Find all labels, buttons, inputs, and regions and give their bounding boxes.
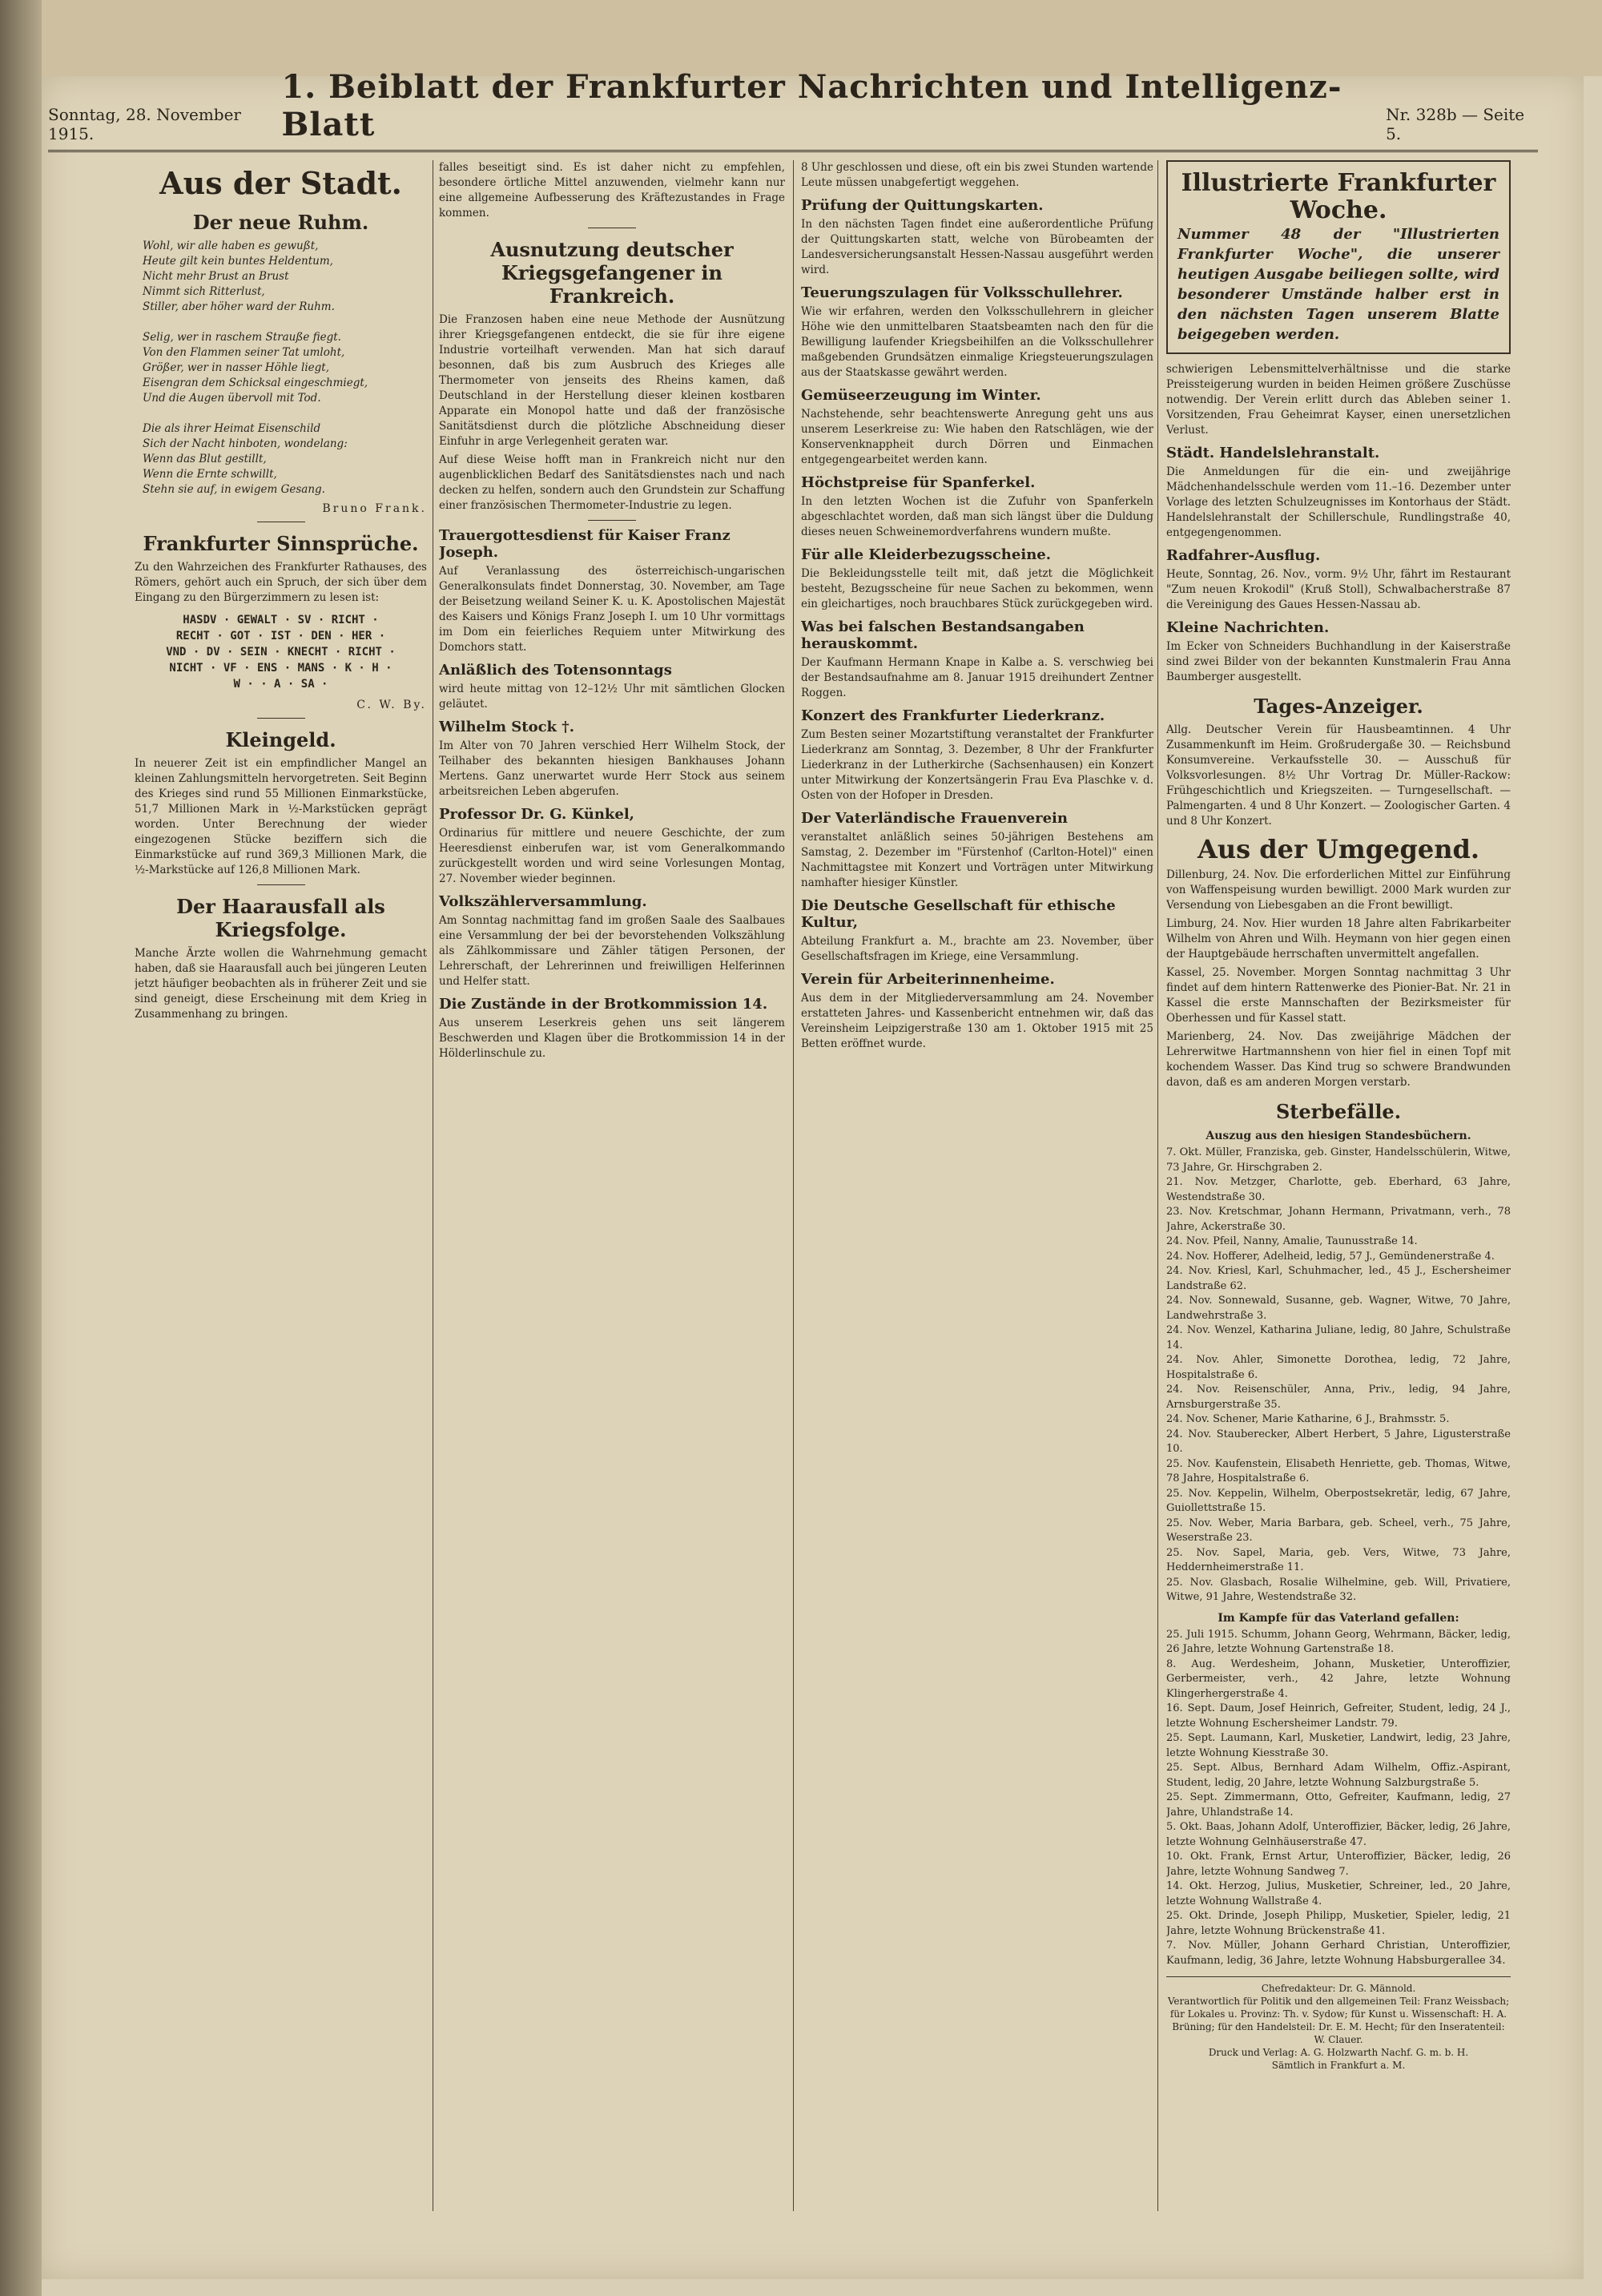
fallen-list xyxy=(1166,1628,1511,1969)
imprint: Chefredakteur: Dr. G. Männold. Verantwortlich für Politik und den allgemeinen Teil: Franz Weissbach; für Lokales u. Provinz: Th. v. Sydow; für Kunst u. Wissenschaft: H. A. Brüning; für den Handelsteil: Dr. E. M. Hecht; für den Inseratenteil: W. Clauer. Druck und Verlag: A. G. Holzwarth Nachf. G. m. b. H. Sämtlich in Frankfurt a. M. xyxy=(1166,1976,1511,2072)
list-item: 25. Juli 1915. Schumm, Johann Georg, Wehrmann, Bäcker, ledig, 26 Jahre, letzte Wohnung Gartenstraße 18. xyxy=(1166,1628,1511,1655)
list-item: 25. Nov. Keppelin, Wilhelm, Oberpostsekretär, ledig, 67 Jahre, Guiollettstraße 15. xyxy=(1166,1487,1511,1514)
article-title: Städt. Handelslehranstalt. xyxy=(1166,445,1380,461)
article-text: Die Bekleidungsstelle teilt mit, daß jetzt die Möglichkeit besteht, Bezugsscheine für neue Sachen zu bekommen, wenn ein gleichartiges, noch brauchbares Stück zurückgegeben wird. xyxy=(801,567,1153,610)
article-text: Abteilung Frankfurt a. M., brachte am 23. November, über Gesellschaftsfragen im Kriege, eine Versammlung. xyxy=(801,935,1153,963)
article-text: Der Kaufmann Hermann Knape in Kalbe a. S. verschwieg bei der Bestandsaufnahme am 8. Januar 1915 dreihundert Zentner Roggen. xyxy=(801,656,1153,699)
article-title: Verein für Arbeiterinnenheime. xyxy=(801,971,1055,988)
article-text: Aus unserem Leserkreis gehen uns seit längerem Beschwerden und Klagen über die Brotkommission 14 in der Hölderlinschule zu. xyxy=(439,1017,785,1060)
list-item: 24. Nov. Hofferer, Adelheid, ledig, 57 J., Gemündenerstraße 4. xyxy=(1166,1250,1495,1263)
list-item: 8. Aug. Werdesheim, Johann, Musketier, Unteroffizier, Gerbermeister, verh., 42 Jahre, letzte Wohnung Klingerhergerstraße 4. xyxy=(1166,1658,1511,1700)
article-text: Im Ecker von Schneiders Buchhandlung in der Kaiserstraße sind zwei Bilder von der bekannten Kunstmalerin Frau Anna Baumberger ausgestellt. xyxy=(1166,640,1511,683)
list-item: 23. Nov. Kretschmar, Johann Hermann, Privatmann, verh., 78 Jahre, Ackerstraße 30. xyxy=(1166,1206,1511,1233)
article-title: Anläßlich des Totensonntags xyxy=(439,662,672,679)
article-title: Höchstpreise für Spanferkel. xyxy=(801,474,1036,491)
masthead xyxy=(48,68,1538,152)
article-title: Die Deutsche Gesellschaft für ethische Kultur, xyxy=(801,897,1116,931)
column-2 xyxy=(439,160,785,2227)
list-item: 25. Okt. Drinde, Joseph Philipp, Musketier, Spieler, ledig, 21 Jahre, letzte Wohnung Brückenstraße 41. xyxy=(1166,1910,1511,1937)
list-item: 25. Nov. Sapel, Maria, geb. Vers, Witwe, 73 Jahre, Heddernheimerstraße 11. xyxy=(1166,1546,1511,1573)
article-title: Für alle Kleiderbezugsscheine. xyxy=(801,546,1051,563)
article-title: Teuerungszulagen für Volksschullehrer. xyxy=(801,284,1123,301)
article-text: Zum Besten seiner Mozartstiftung veranstaltet der Frankfurter Liederkranz am Sonntag, 3. Dezember, 8 Uhr der Frankfurter Liederkranz in der Lutherkirche (Sachsenhausen) ein Konzert unter Mitwirkung der Konzertsängerin Frau Eva Plaschke v. d. Osten von der Hofoper in Dresden. xyxy=(801,728,1153,802)
list-item: 25. Sept. Albus, Bernhard Adam Wilhelm, Offiz.-Aspirant, Student, ledig, 20 Jahre, letzte Wohnung Salzburgstraße 5. xyxy=(1166,1762,1511,1789)
article-title: Tages-Anzeiger. xyxy=(1254,695,1423,718)
masthead-date: Sonntag, 28. November 1915. xyxy=(48,105,241,143)
article-subtitle: Im Kampfe für das Vaterland gefallen: xyxy=(1218,1611,1459,1625)
list-item: 24. Nov. Sonnewald, Susanne, geb. Wagner, Witwe, 70 Jahre, Landwehrstraße 3. xyxy=(1166,1295,1511,1322)
article-text: Manche Ärzte wollen die Wahrnehmung gemacht haben, daß sie Haarausfall auch bei jüngeren Leuten jetzt häufiger beobachten als in früherer Zeit und sie sind geneigt, diese Erscheinung mit dem Krieg in Zusammenhang zu bringen. xyxy=(135,947,427,1021)
column-3 xyxy=(801,160,1153,2227)
binding-edge xyxy=(0,0,42,2296)
article-text: wird heute mittag von 12–12½ Uhr mit sämtlichen Glocken geläutet. xyxy=(439,683,785,711)
divider xyxy=(588,520,636,521)
article-title: Sterbefälle. xyxy=(1275,1100,1402,1123)
list-item: 25. Nov. Kaufenstein, Elisabeth Henriette, geb. Thomas, Witwe, 78 Jahre, Hospitalstraße 6. xyxy=(1166,1457,1511,1484)
article-text: veranstaltet anläßlich seines 50-jährigen Bestehens am Samstag, 2. Dezember im "Fürstenhof (Carlton-Hotel)" einen Nachmittagstee mit Konzert und Vorträgen unter Mitwirkung namhafter hiesiger Künstler. xyxy=(801,831,1153,889)
article-title: Der Haarausfall als Kriegsfolge. xyxy=(176,895,385,941)
article-title: Gemüseerzeugung im Winter. xyxy=(801,387,1041,404)
article-text: Zu den Wahrzeichen des Frankfurter Rathauses, des Römers, gehört auch ein Spruch, der sich über dem Eingang zu den Bürgerzimmern zu lesen ist: xyxy=(135,561,427,604)
list-item: 25. Nov. Weber, Maria Barbara, geb. Scheel, verh., 75 Jahre, Weserstraße 23. xyxy=(1166,1517,1511,1544)
article-text: Dillenburg, 24. Nov. Die erforderlichen Mittel zur Einführung von Waffenspeisung wurden bewilligt. 2000 Mark wurden zur Versendung von Liebesgaben an die Front bewilligt. xyxy=(1166,868,1511,912)
article-text: falles beseitigt sind. Es ist daher nicht zu empfehlen, besondere örtliche Mittel anzuwenden, vielmehr kann nur eine allgemeine Aufbesserung des Kräftezustandes in Frage kommen. xyxy=(439,161,785,220)
article-title: Professor Dr. G. Künkel, xyxy=(439,806,634,823)
column-rule xyxy=(793,160,794,2211)
article-text: In neuerer Zeit ist ein empfindlicher Mangel an kleinen Zahlungsmitteln hervorgetreten. Seit Beginn des Krieges sind rund 55 Millionen Einmarkstücke, 51,7 Millionen Mark in ½-Markstücken geprägt worden. Unter Berechnung der wieder eingezogenen Stücke beziffern sich die Einmarkstücke auf rund 369,3 Millionen Mark, die ½-Markstücke auf 126,8 Millionen Mark. xyxy=(135,757,427,876)
list-item: 10. Okt. Frank, Ernst Artur, Unteroffizier, Bäcker, ledig, 26 Jahre, letzte Wohnung Sandweg 7. xyxy=(1166,1851,1511,1878)
notice-box xyxy=(1166,160,1511,354)
poem-text: Wohl, wir alle haben es gewußt, Heute gilt kein buntes Heldentum, Nicht mehr Brust an Brust Nimmt sich Ritterlust, Stiller, aber höher ward der Ruhm. Selig, wer in raschem Strauße fiegt. Von den Flammen seiner Tat umloht, Größer, wer in nasser Höhle liegt, Eisengran dem Schicksal eingeschmiegt, Und die Augen übervoll mit Tod. Die als ihrer Heimat Eisenschild Sich der Nacht hinboten, wondelang: Wenn das Blut gestillt, Wenn die Ernte schwillt, Stehn sie auf, in ewigem Gesang. xyxy=(143,240,368,496)
notice-title: Illustrierte Frankfurter Woche. xyxy=(1181,169,1496,224)
article-text: Aus dem in der Mitgliederversammlung am 24. November erstatteten Jahres- und Kassenbericht entnehmen wir, daß das Vereinsheim Leipzigerstraße 130 am 1. Oktober 1915 mit 25 Betten eröffnet wurde. xyxy=(801,992,1153,1050)
list-item: 25. Nov. Glasbach, Rosalie Wilhelmine, geb. Will, Privatiere, Witwe, 91 Jahre, Westendstraße 32. xyxy=(1166,1576,1511,1603)
list-item: 7. Nov. Müller, Johann Gerhard Christian, Unteroffizier, Kaufmann, ledig, 36 Jahre, letzte Wohnung Habsburgerallee 34. xyxy=(1166,1940,1511,1967)
deaths-list xyxy=(1166,1146,1511,1605)
article-title: Prüfung der Quittungskarten. xyxy=(801,197,1044,214)
article-text: In den letzten Wochen ist die Zufuhr von Spanferkeln abgeschlachtet worden, daß man sich längst über die Duldung dieses neuen Schweinemordverfahrens wundern mußte. xyxy=(801,495,1153,538)
divider xyxy=(257,884,305,885)
article-title: Der Vaterländische Frauenverein xyxy=(801,810,1068,827)
article-text: Wie wir erfahren, werden den Volksschullehrern in gleicher Höhe wie den unmittelbaren Staatsbeamten nach den für die Bewilligung laufender Kriegsbeihilfen an die Volksschullehrer maßgebenden Grundsätzen einmalige Kriegsteuerungszulagen aus der Staatskasse gewährt werden. xyxy=(801,305,1153,379)
article-subtitle: Auszug aus den hiesigen Standesbüchern. xyxy=(1206,1130,1471,1142)
article-title: Kleingeld. xyxy=(225,728,336,751)
article-text: Ordinarius für mittlere und neuere Geschichte, der zum Heeresdienst einberufen war, ist vom Generalkommando zurückgestellt worden und wird seine Vorlesungen Montag, 27. November wieder beginnen. xyxy=(439,827,785,885)
article-text: Heute, Sonntag, 26. Nov., vorm. 9½ Uhr, fährt im Restaurant "Zum neuen Krokodil" (Kruß Stoll), Schwalbacherstraße 87 die Vereinigung des Gaues Hessen-Nassau ab. xyxy=(1166,568,1511,611)
article-text: Die Anmeldungen für die ein- und zweijährige Mädchenhandelsschule werden vom 11.–16. Dezember unter Vorlage des letzten Schulzeugnisses im Kontorhaus der Städt. Handelslehranstalt der Schillerschule, Rundlingstraße 40, entgegengenommen. xyxy=(1166,465,1511,539)
column-rule xyxy=(1157,160,1158,2211)
article-title: Radfahrer-Ausflug. xyxy=(1166,547,1321,564)
list-item: 7. Okt. Müller, Franziska, geb. Ginster, Handelsschülerin, Witwe, 73 Jahre, Gr. Hirschgraben 2. xyxy=(1166,1146,1511,1174)
article-text: Kassel, 25. November. Morgen Sonntag nachmittag 3 Uhr findet auf dem hintern Rattenwerke des Pionier-Bat. Nr. 21 in Kassel die erste Mannschaften der Bezirksmeister für Oberhessen und für Kassel statt. xyxy=(1166,966,1511,1025)
list-item: 24. Nov. Kriesl, Karl, Schuhmacher, led., 45 J., Eschersheimer Landstraße 62. xyxy=(1166,1265,1511,1292)
article-title: Was bei falschen Bestandsangaben herauskommt. xyxy=(801,618,1085,652)
article-text: Allg. Deutscher Verein für Hausbeamtinnen. 4 Uhr Zusammenkunft im Heim. Großrudergaße 30. — Reichsbund Konsumvereine. Verkaufsstelle 30. — Ausschuß für Volksvorlesungen. 8½ Uhr Vortrag Dr. Müller-Rackow: Frühgeschichtlich und Kriegszeiten. — Turngesellschaft. — Palmengarten. 4 und 8 Uhr Konzert. — Zoologischer Garten. 4 und 8 Uhr Konzert. xyxy=(1166,723,1511,828)
notice-text: Nummer 48 der "Illustrierten Frankfurter Woche", die unserer heutigen Ausgabe beiliegen sollte, wird besonderer Umstände halber erst in den nächsten Tagen unserem Blatte beigegeben werden. xyxy=(1177,226,1499,343)
divider xyxy=(257,718,305,719)
masthead-title: 1. Beiblatt der Frankfurter Nachrichten und Intelligenz-Blatt xyxy=(281,68,1342,143)
article-title: Ausnutzung deutscher Kriegsgefangener in Frankreich. xyxy=(490,238,734,308)
article-text: Auf Veranlassung des österreichisch-ungarischen Generalkonsulats findet Donnerstag, 30. November, am Tage der Beisetzung weiland Seiner K. u. K. Apostolischen Majestät des Kaisers und Königs Franz Joseph I. um 10 Uhr vormittags im Dom ein feierliches Requiem unter Mitwirkung des Domchors statt. xyxy=(439,565,785,654)
article-text: Marienberg, 24. Nov. Das zweijährige Mädchen der Lehrerwitwe Hartmannshenn von hier fiel in einen Topf mit kochendem Wasser. Das Kind trug so schwere Brandwunden davon, daß es am anderen Morgen verstarb. xyxy=(1166,1030,1511,1089)
list-item: 14. Okt. Herzog, Julius, Musketier, Schreiner, led., 20 Jahre, letzte Wohnung Wallstraße 4. xyxy=(1166,1880,1511,1907)
article-text: schwierigen Lebensmittelverhältnisse und die starke Preissteigerung wurden in beiden Heimen größere Zuschüsse notwendig. Der Verein erlitt durch das Ableben seiner 1. Vorsitzenden, Frau Geheimrat Kayser, einen unersetzlichen Verlust. xyxy=(1166,363,1511,437)
list-item: 21. Nov. Metzger, Charlotte, geb. Eberhard, 63 Jahre, Westendstraße 30. xyxy=(1166,1176,1511,1203)
article-title: Kleine Nachrichten. xyxy=(1166,619,1330,636)
article-title: Konzert des Frankfurter Liederkranz. xyxy=(801,707,1105,724)
list-item: 24. Nov. Ahler, Simonette Dorothea, ledig, 72 Jahre, Hospitalstraße 6. xyxy=(1166,1354,1511,1381)
article-text: In den nächsten Tagen findet eine außerordentliche Prüfung der Quittungskarten statt, welche von Bürobeamten der Landesversicherungsanstalt Hessen-Nassau ausgeführt werden wird. xyxy=(801,218,1153,276)
column-4 xyxy=(1166,160,1511,2227)
masthead-number: Nr. 328b — Seite 5. xyxy=(1386,105,1525,143)
article-text: Auf diese Weise hofft man in Frankreich nicht nur den augenblicklichen Bedarf des Sanitätsdienstes nach und nach decken zu helfen, sondern auch den Grundstein zur Schaffung einer französischen Thermometer-Industrie zu legen. xyxy=(439,453,785,512)
list-item: 16. Sept. Daum, Josef Heinrich, Gefreiter, Student, ledig, 24 J., letzte Wohnung Eschersheimer Landstr. 79. xyxy=(1166,1702,1511,1730)
article-title: Volkszählerversammlung. xyxy=(439,893,647,910)
article-text: 8 Uhr geschlossen und diese, oft ein bis zwei Stunden wartende Leute müssen unabgefertigt weggehen. xyxy=(801,161,1153,189)
article-title: Die Zustände in der Brotkommission 14. xyxy=(439,996,768,1013)
poem-title: Der neue Ruhm. xyxy=(192,211,369,234)
list-item: 25. Sept. Zimmermann, Otto, Gefreiter, Kaufmann, ledig, 27 Jahre, Uhlandstraße 14. xyxy=(1166,1791,1511,1819)
top-margin xyxy=(0,0,1602,76)
list-item: 25. Sept. Laumann, Karl, Musketier, Landwirt, ledig, 23 Jahre, letzte Wohnung Kiesstraße 30. xyxy=(1166,1732,1511,1759)
article-title: Frankfurter Sinnsprüche. xyxy=(143,532,419,555)
article-signature: C. W. By. xyxy=(356,699,427,711)
article-text: Die Franzosen haben eine neue Methode der Ausnützung ihrer Kriegsgefangenen entdeckt, die sie für ihre eigene Industrie vorteilhaft verwenden. Man hat sich darauf besonnen, daß bis zum Ausbruch des Krieges alle Thermometer von jenseits des Rheins kamen, daß Deutschland in der Herstellung dieser kleinen kostbaren Apparate ein Monopol hatte und daß der französische Sanitätsdienst durch die plötzliche Abschneidung dieser Einfuhr in arge Verlegenheit geraten war. xyxy=(439,313,785,448)
column-1 xyxy=(135,160,427,2227)
list-item: 24. Nov. Stauberecker, Albert Herbert, 5 Jahre, Ligusterstraße 10. xyxy=(1166,1428,1511,1455)
section-title: Aus der Umgegend. xyxy=(1197,834,1479,864)
list-item: 24. Nov. Pfeil, Nanny, Amalie, Taunusstraße 14. xyxy=(1166,1235,1418,1247)
section-title: Aus der Stadt. xyxy=(159,165,402,201)
article-text: Nachstehende, sehr beachtenswerte Anregung geht uns aus unserem Leserkreise zu: Wie haben den Ratschlägen, wie der Konservenknappheit durch Dörren und Einmachen entgegengearbeitet werden kann. xyxy=(801,408,1153,466)
article-title: Wilhelm Stock †. xyxy=(439,719,574,735)
article-text: Limburg, 24. Nov. Hier wurden 18 Jahre alten Fabrikarbeiter Wilhelm von Ahren und Wilh. Heymann von hier gegen einen der Hauptgebäude herrschaften unvermittelt angefallen. xyxy=(1166,917,1511,961)
list-item: 24. Nov. Schener, Marie Katharine, 6 J., Brahmsstr. 5. xyxy=(1166,1413,1450,1425)
inscription-grid: HASDV · GEWALT · SV · RICHT · RECHT · GOT · IST · DEN · HER · VND · DV · SEIN · KNECHT · RICHT · NICHT · VF · ENS · MANS · K · H · W · · A · SA · xyxy=(166,614,396,691)
article-text: Im Alter von 70 Jahren verschied Herr Wilhelm Stock, der Teilhaber des bekannten hiesigen Bankhauses Johann Mertens. Ganz unerwartet wurde Herr Stock aus seinem arbeitsreichen Leben abgerufen. xyxy=(439,739,785,798)
poem-author: Bruno Frank. xyxy=(322,502,427,515)
list-item: 5. Okt. Baas, Johann Adolf, Unteroffizier, Bäcker, ledig, 26 Jahre, letzte Wohnung Gelnhäuserstraße 47. xyxy=(1166,1821,1511,1848)
article-text: Am Sonntag nachmittag fand im großen Saale des Saalbaues eine Versammlung der bei der bevorstehenden Volkszählung als Zählkommissare und Zähler tätigen Personen, der Lehrerschaft, der Lehrerinnen und freiwilligen Helferinnen und Helfer statt. xyxy=(439,914,785,988)
article-title: Trauergottesdienst für Kaiser Franz Joseph. xyxy=(439,527,731,561)
list-item: 24. Nov. Reisenschüler, Anna, Priv., ledig, 94 Jahre, Arnsburgerstraße 35. xyxy=(1166,1384,1511,1411)
list-item: 24. Nov. Wenzel, Katharina Juliane, ledig, 80 Jahre, Schulstraße 14. xyxy=(1166,1324,1511,1351)
